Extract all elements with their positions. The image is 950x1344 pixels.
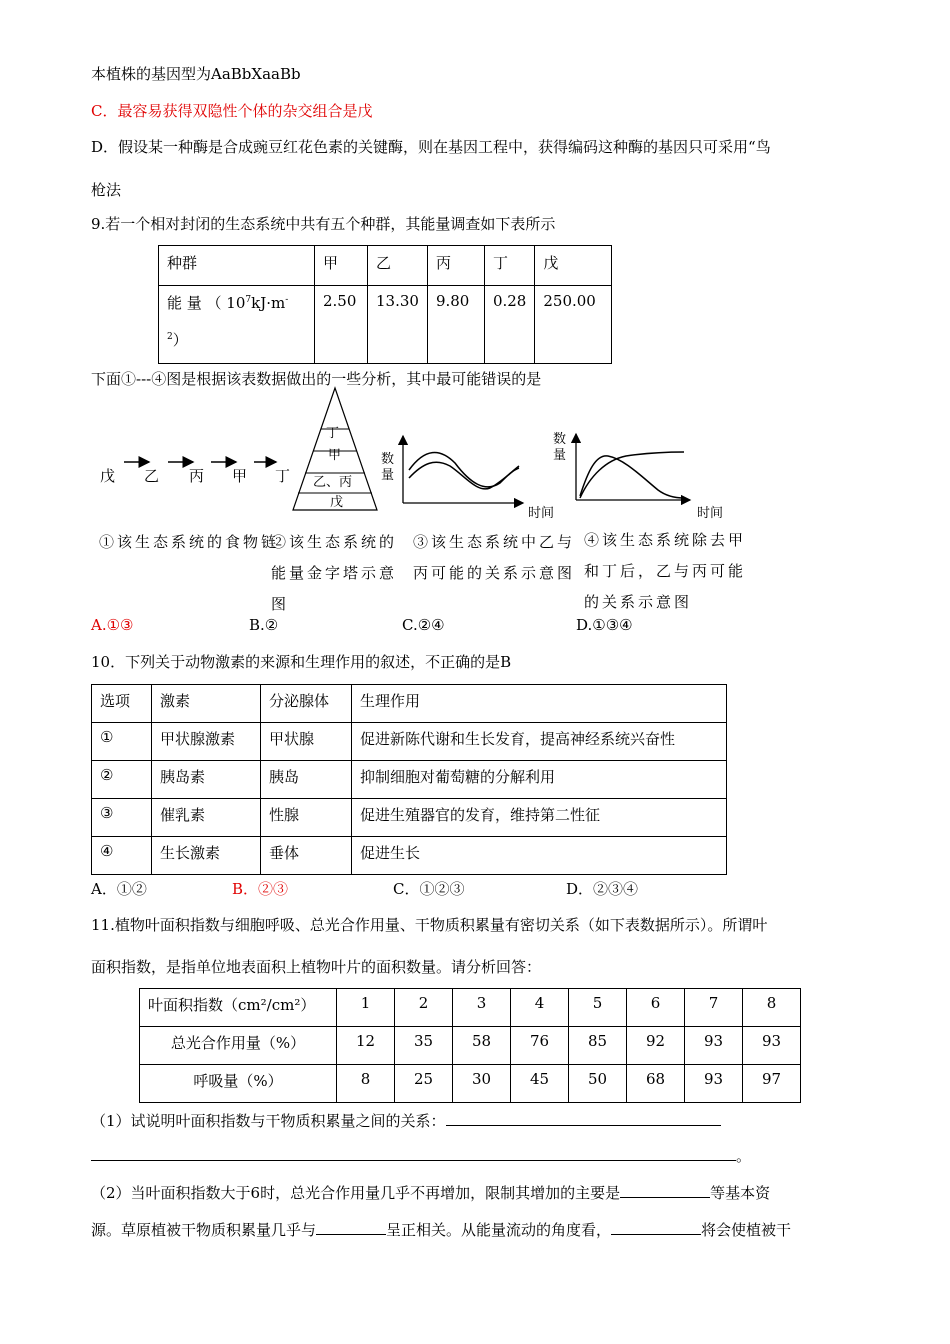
option-d-line1: D．假设某一种酶是合成豌豆红花色素的关键酶，则在基因工程中，获得编码这种酶的基因只可采用“鸟 — [91, 138, 771, 156]
table-cell: ② — [92, 761, 152, 799]
table-cell: 35 — [395, 1027, 453, 1065]
caption-2-line3: 图 — [271, 595, 290, 613]
graph4-xlabel: 时间 — [697, 506, 724, 521]
q10-option-b: B．②③ — [232, 880, 289, 898]
table-cell: 促进生长 — [352, 837, 727, 875]
question-11-line1: 11.植物叶面积指数与细胞呼吸、总光合作用量、干物质积累量有密切关系（如下表数据所示）。所谓叶 — [91, 916, 768, 934]
table-cell: 76 — [511, 1027, 569, 1065]
table-cell: 0.28 — [484, 286, 534, 364]
question-9-sub: 下面①---④图是根据该表数据做出的一些分析，其中最可能错误的是 — [91, 370, 542, 388]
table-cell: 93 — [743, 1027, 801, 1065]
table-cell: 68 — [627, 1065, 685, 1103]
table-cell: 8 — [337, 1065, 395, 1103]
table-cell: 胰岛 — [261, 761, 352, 799]
table-cell: ③ — [92, 799, 152, 837]
q11-part2-cont: 源。草原植被干物质积累量几乎与 呈正相关。从能量流动的角度看， 将会使植被干 — [91, 1221, 792, 1239]
option-c: C．最容易获得双隐性个体的杂交组合是戊 — [91, 102, 373, 120]
pyramid-level: 丁 — [326, 426, 340, 441]
chain-node: 乙 — [144, 467, 160, 485]
caption-3-line2: 丙可能的关系示意图 — [413, 564, 576, 582]
table-cell: 促进新陈代谢和生长发育，提高神经系统兴奋性 — [352, 723, 727, 761]
table-cell: 250.00 — [535, 286, 612, 364]
table-cell: 25 — [395, 1065, 453, 1103]
energy-table — [158, 245, 612, 364]
table-header-cell: 乙 — [368, 246, 428, 286]
q10-option-c: C．①②③ — [393, 880, 465, 898]
table-cell: 甲状腺 — [261, 723, 352, 761]
table-row-label: 叶面积指数（cm²/cm²） — [140, 989, 337, 1027]
table-cell: 胰岛素 — [152, 761, 261, 799]
answer-blank[interactable] — [316, 1220, 386, 1235]
table-header-cell: 丙 — [427, 246, 484, 286]
table-cell: 5 — [569, 989, 627, 1027]
table-cell: 抑制细胞对葡萄糖的分解利用 — [352, 761, 727, 799]
table-row-label: 呼吸量（%） — [140, 1065, 337, 1103]
table-cell: 58 — [453, 1027, 511, 1065]
graph4-ylabel: 数量 — [553, 432, 567, 463]
answer-line: 本植株的基因型为AaBbXaaBb — [91, 65, 301, 83]
chain-node: 丙 — [189, 467, 205, 485]
caption-1: ①该生态系统的食物链 — [99, 533, 280, 551]
table-cell: 93 — [685, 1065, 743, 1103]
table-header-cell: 种群 — [159, 246, 315, 286]
chain-node: 戊 — [100, 467, 116, 485]
table-cell: 3 — [453, 989, 511, 1027]
table-header-cell: 甲 — [315, 246, 368, 286]
table-row-label: 总光合作用量（%） — [140, 1027, 337, 1065]
table-cell: 生长激素 — [152, 837, 261, 875]
caption-2-line2: 能量金字塔示意 — [271, 564, 398, 582]
graph3-xlabel: 时间 — [528, 506, 555, 521]
table-cell: 2.50 — [315, 286, 368, 364]
table-cell: 8 — [743, 989, 801, 1027]
q10-option-a: A．①② — [91, 880, 147, 898]
pyramid-level: 乙、丙 — [313, 475, 353, 490]
table-cell: 97 — [743, 1065, 801, 1103]
table-cell: 45 — [511, 1065, 569, 1103]
chain-node: 甲 — [232, 467, 248, 485]
q11-part1: （1）试说明叶面积指数与干物质积累量之间的关系： — [91, 1111, 721, 1131]
table-cell: 4 — [511, 989, 569, 1027]
table-header-cell: 丁 — [484, 246, 534, 286]
leaf-area-table — [139, 988, 801, 1103]
q9-option-a: A.①③ — [91, 616, 134, 634]
energy-row-label: 能 量 （ $10^7kJ\cdot m^-$ $^2$） — [159, 286, 315, 364]
table-cell: 50 — [569, 1065, 627, 1103]
table-header-cell: 生理作用 — [352, 685, 727, 723]
caption-4-line2: 和丁后，乙与丙可能 — [584, 562, 747, 580]
graph4-curves — [566, 426, 696, 510]
food-chain-arrows — [110, 455, 280, 471]
table-header-cell: 激素 — [152, 685, 261, 723]
q9-option-b: B.② — [249, 616, 279, 634]
caption-3-line1: ③该生态系统中乙与 — [413, 533, 576, 551]
table-cell: 催乳素 — [152, 799, 261, 837]
caption-2-line1: ②该生态系统的 — [271, 533, 398, 551]
table-cell: 30 — [453, 1065, 511, 1103]
table-cell: 92 — [627, 1027, 685, 1065]
q10-option-d: D．②③④ — [566, 880, 639, 898]
caption-4-line1: ④该生态系统除去甲 — [584, 531, 747, 549]
table-cell: ④ — [92, 837, 152, 875]
table-header-cell: 分泌腺体 — [261, 685, 352, 723]
table-cell: 85 — [569, 1027, 627, 1065]
q11-part2: （2）当叶面积指数大于6时，总光合作用量几乎不再增加，限制其增加的主要是 等基本资 — [91, 1184, 771, 1202]
table-cell: 93 — [685, 1027, 743, 1065]
graph3-curves — [395, 428, 530, 513]
q11-part1-cont: 。 — [91, 1146, 751, 1166]
table-cell: 垂体 — [261, 837, 352, 875]
question-11-line2: 面积指数，是指单位地表面积上植物叶片的面积数量。请分析回答： — [91, 958, 542, 976]
table-header-cell: 选项 — [92, 685, 152, 723]
table-cell: 9.80 — [427, 286, 484, 364]
pyramid-level: 戊 — [330, 495, 344, 510]
question-9: 9.若一个相对封闭的生态系统中共有五个种群，其能量调查如下表所示 — [91, 215, 556, 233]
table-cell: 甲状腺激素 — [152, 723, 261, 761]
answer-blank[interactable] — [620, 1183, 710, 1198]
table-cell: 性腺 — [261, 799, 352, 837]
table-header-cell: 戊 — [535, 246, 612, 286]
pyramid-level: 甲 — [328, 448, 342, 463]
caption-4-line3: 的关系示意图 — [584, 593, 693, 611]
graph3-ylabel: 数量 — [381, 452, 395, 483]
hormone-table — [91, 684, 727, 875]
answer-blank[interactable] — [91, 1146, 736, 1161]
table-cell: 13.30 — [368, 286, 428, 364]
table-cell: ① — [92, 723, 152, 761]
table-cell: 2 — [395, 989, 453, 1027]
answer-blank[interactable] — [611, 1220, 701, 1235]
q9-option-c: C.②④ — [402, 616, 445, 634]
answer-blank[interactable] — [446, 1111, 721, 1126]
chain-node: 丁 — [275, 467, 291, 485]
question-10: 10．下列关于动物激素的来源和生理作用的叙述，不正确的是B — [91, 653, 512, 671]
table-cell: 1 — [337, 989, 395, 1027]
table-cell: 7 — [685, 989, 743, 1027]
table-cell: 促进生殖器官的发育，维持第二性征 — [352, 799, 727, 837]
table-cell: 6 — [627, 989, 685, 1027]
q9-option-d: D.①③④ — [576, 616, 633, 634]
option-d-line2: 枪法 — [91, 181, 122, 199]
table-cell: 12 — [337, 1027, 395, 1065]
